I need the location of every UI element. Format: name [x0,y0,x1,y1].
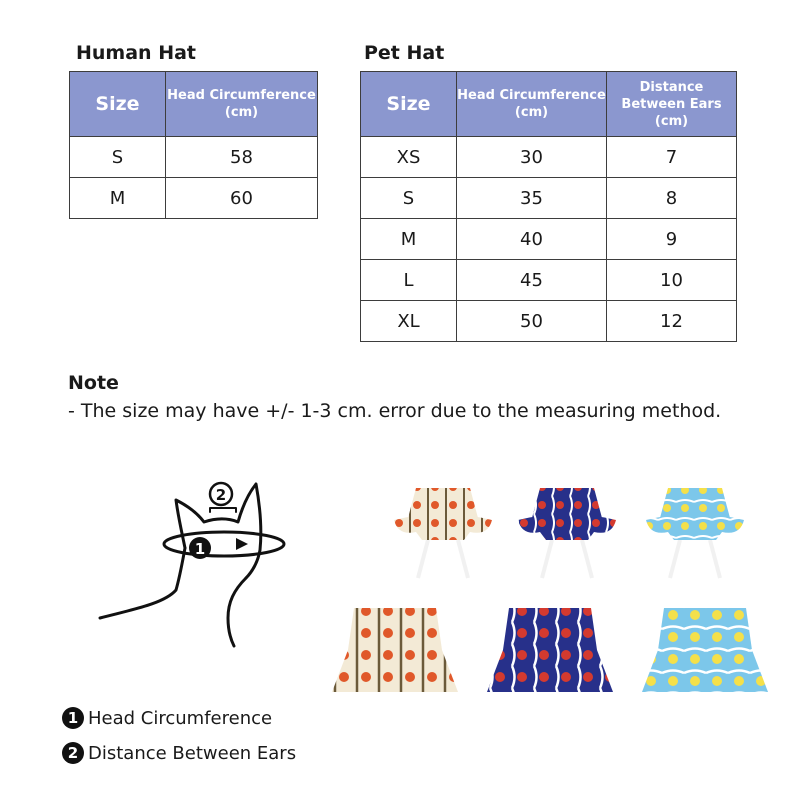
pet-hat-title: Pet Hat [364,42,445,64]
table-header-row [361,72,737,137]
cell-size: XS [361,137,457,178]
header-head-circumference: Head Circumference (cm) [166,72,318,137]
diagram-marker-1: 1 [194,540,206,558]
human-hat-lemon-image [640,600,770,695]
table-row [361,301,737,342]
cell-head-circumference: 50 [457,301,607,342]
cell-head-circumference: 40 [457,219,607,260]
cell-size: XL [361,301,457,342]
human-hat-strawberry-image [485,600,615,695]
cell-distance-between-ears: 7 [607,137,737,178]
note-title: Note [68,372,119,394]
table-row [70,137,318,178]
pet-hat-table [360,71,737,342]
cell-distance-between-ears: 8 [607,178,737,219]
table-row [70,178,318,219]
human-hat-table [69,71,318,219]
legend-label: Head Circumference [88,707,273,729]
cell-head-circumference: 35 [457,178,607,219]
cat-measurement-diagram [90,478,320,648]
table-header-row [70,72,318,137]
cell-size: L [361,260,457,301]
table-row [361,178,737,219]
cell-size: M [70,178,166,219]
diagram-marker-2: 2 [215,486,227,504]
header-head-circumference: Head Circumference (cm) [457,72,607,137]
number-1-icon: 1 [62,707,84,729]
cell-size: S [361,178,457,219]
cell-size: M [361,219,457,260]
table-row [361,137,737,178]
cell-head-circumference: 30 [457,137,607,178]
legend-item-head-circumference [62,707,272,729]
header-size: Size [361,72,457,137]
pet-hat-strawberry-image [512,478,622,583]
number-2-icon: 2 [62,742,84,764]
note-text: - The size may have +/- 1-3 cm. error due to the measuring method. [68,400,722,422]
pet-hat-lemon-image [640,478,750,583]
cell-size: S [70,137,166,178]
cell-head-circumference: 60 [166,178,318,219]
header-distance-between-ears: Distance Between Ears (cm) [607,72,737,137]
pet-hat-lobster-image [388,478,498,583]
table-row [361,260,737,301]
human-hat-lobster-image [330,600,460,695]
cell-head-circumference: 58 [166,137,318,178]
arrow-icon [236,538,248,550]
table-row [361,219,737,260]
cell-head-circumference: 45 [457,260,607,301]
legend-item-distance-between-ears [62,742,296,764]
cell-distance-between-ears: 9 [607,219,737,260]
legend-label: Distance Between Ears [88,742,297,764]
human-hat-title: Human Hat [76,42,196,64]
cell-distance-between-ears: 10 [607,260,737,301]
cell-distance-between-ears: 12 [607,301,737,342]
header-size: Size [70,72,166,137]
